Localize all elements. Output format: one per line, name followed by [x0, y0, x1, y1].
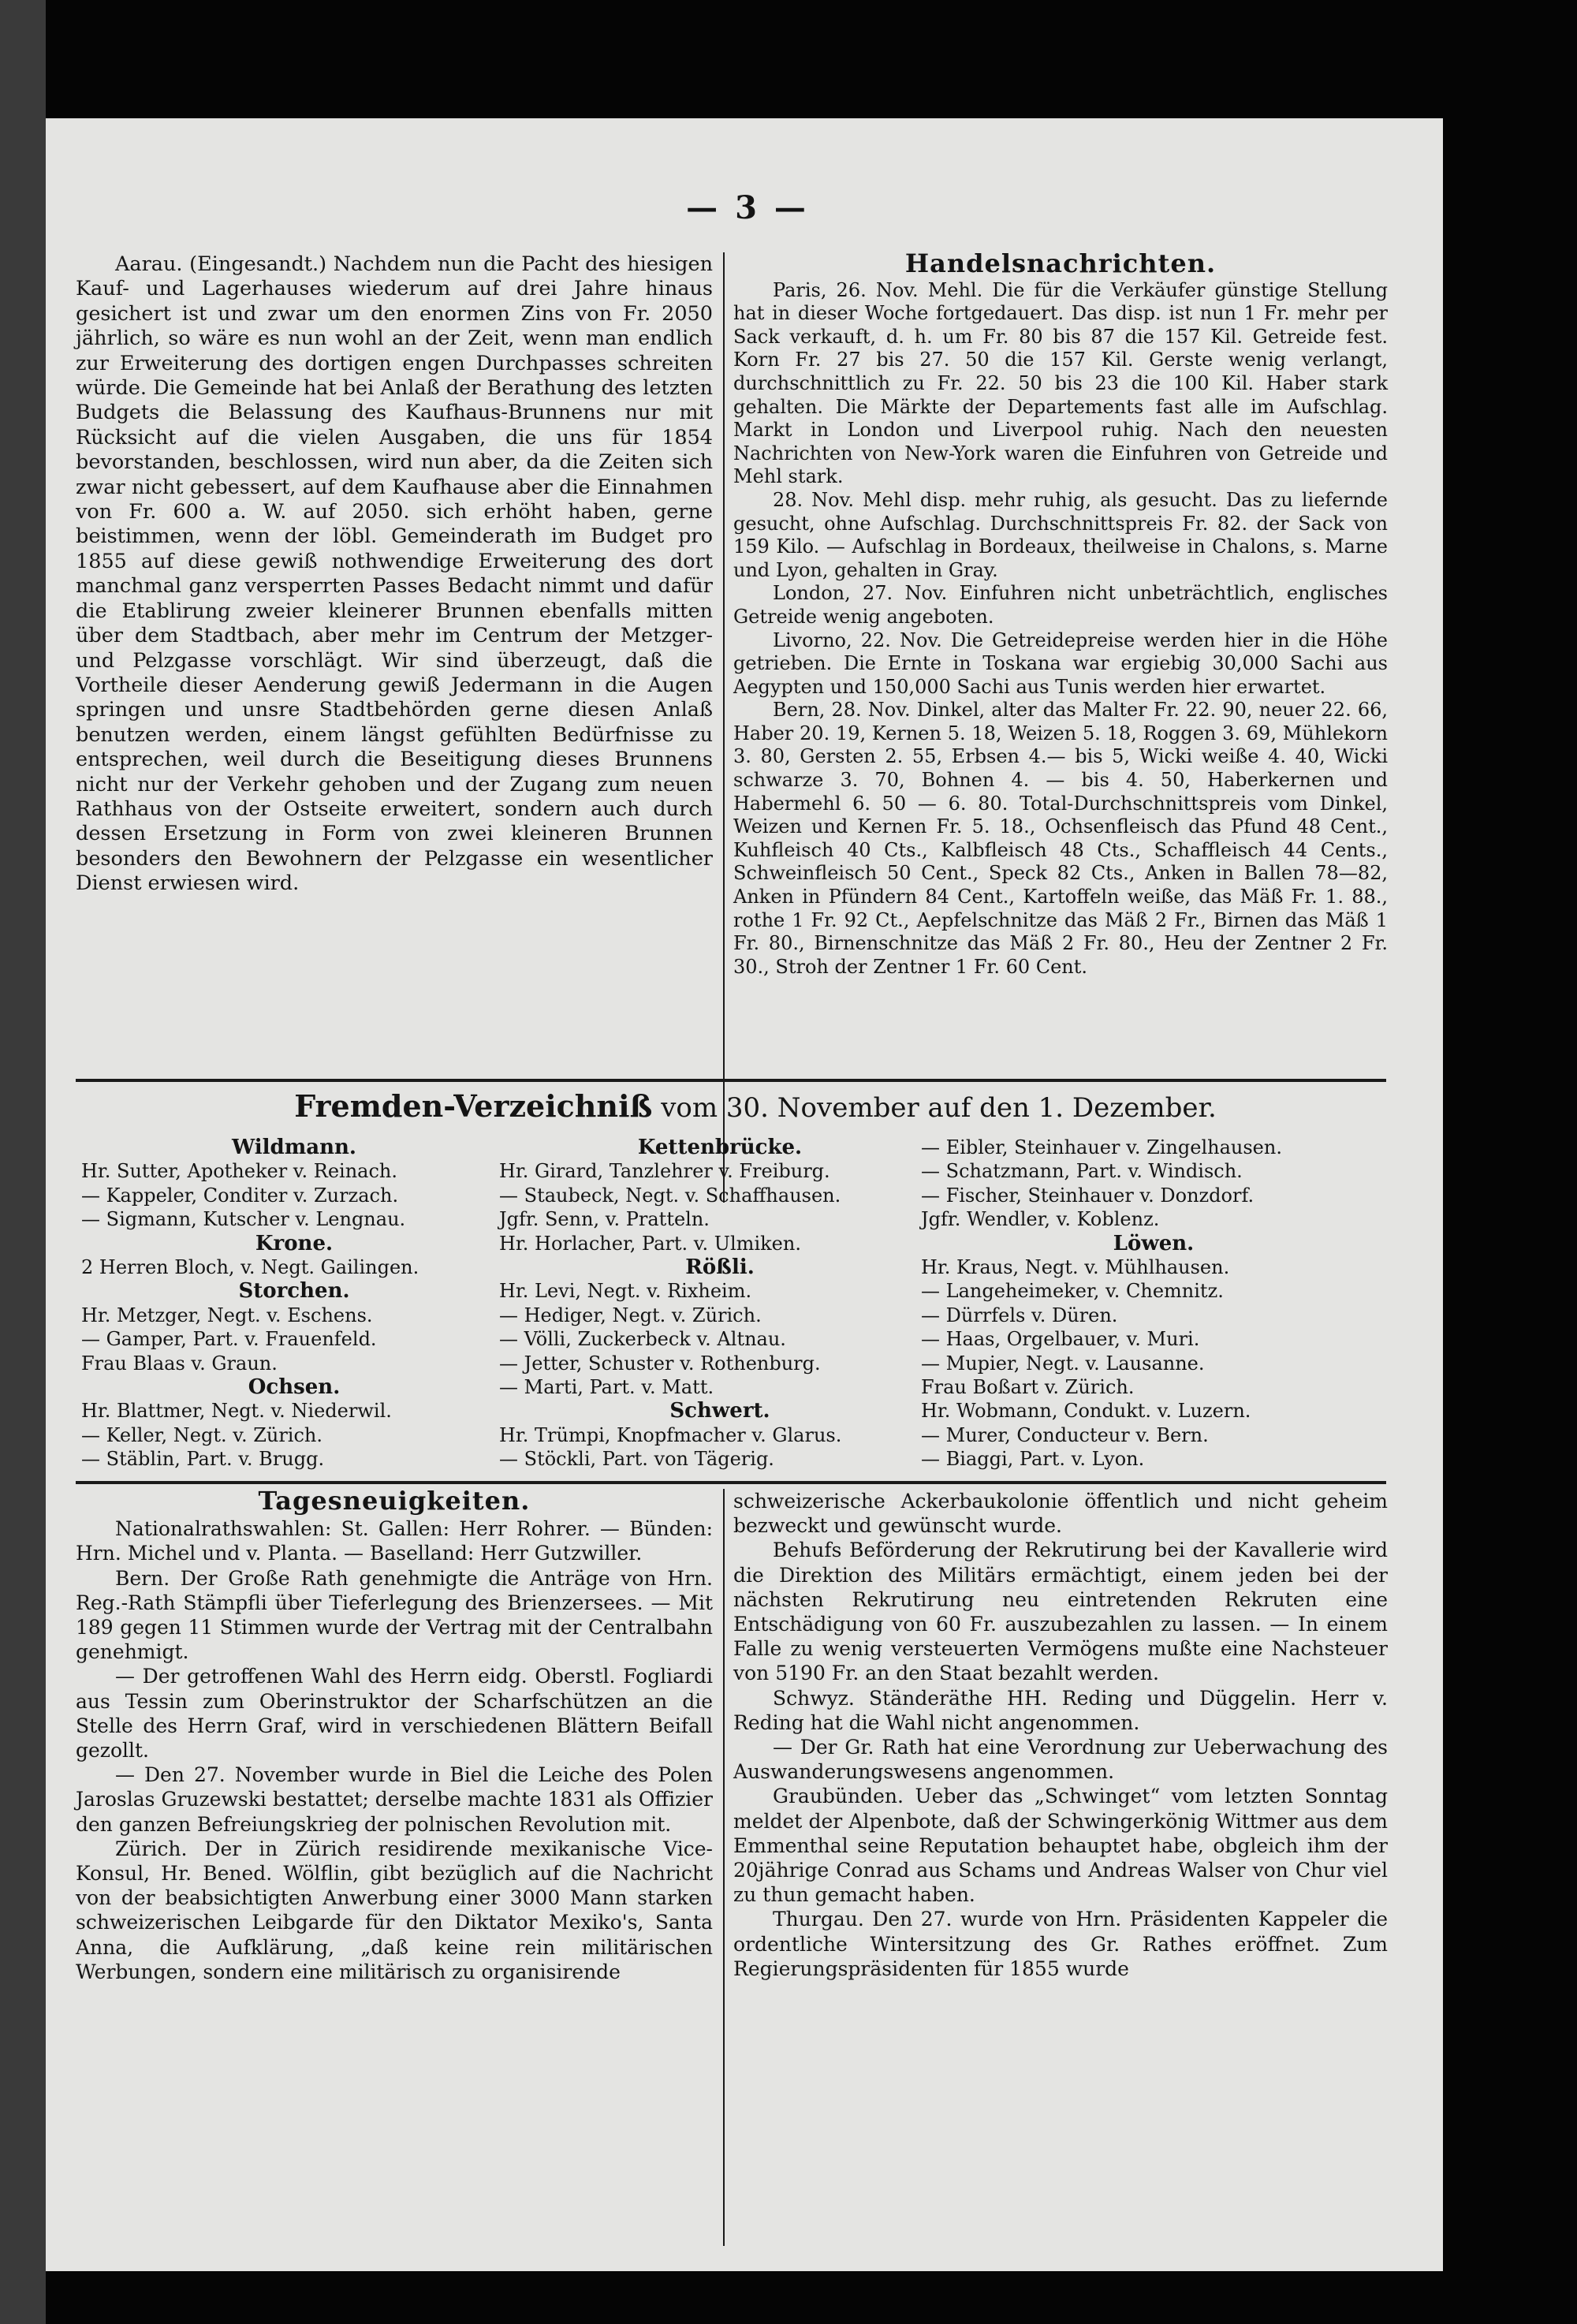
guest-entry: — Langeheimeker, v. Chemnitz. — [921, 1280, 1224, 1303]
guest-entry: — Stäblin, Part. v. Brugg. — [81, 1448, 325, 1471]
newspaper-page — [46, 118, 1443, 2271]
guest-entry: Hr. Metzger, Negt. v. Eschens. — [81, 1304, 373, 1326]
guest-entry: — Völli, Zuckerbeck v. Altnau. — [499, 1328, 786, 1351]
guest-entry: Jgfr. Senn, v. Pratteln. — [499, 1208, 710, 1231]
fremden-column-3 — [921, 1136, 1386, 1472]
guest-entry: — Keller, Negt. v. Zürich. — [81, 1423, 323, 1446]
article-paragraph: — Der Gr. Rath hat eine Verordnung zur Ueberwachung des Auswanderungswesens angenommen. — [733, 1736, 1388, 1784]
article-paragraph: Bern. Der Große Rath genehmigte die Anträge von Hrn. Reg.-Rath Stämpfli über Tieferlegung des Brienzersees. — Mit 189 gegen 11 Stimmen wurde der Vertrag mit der Centralbahn genehmigt. — [76, 1566, 713, 1664]
guest-entry: — Staubeck, Negt. v. Schaffhausen. — [499, 1184, 841, 1207]
guest-entry: Hr. Girard, Tanzlehrer v. Freiburg. — [499, 1160, 830, 1183]
article-paragraph: Livorno, 22. Nov. Die Getreidepreise werden hier in die Höhe getrieben. Die Ernte in Toskana war ergiebig 30,000 Sachi aus Aegypten und 150,000 Sachi aus Tunis werden hier erwartet. — [733, 629, 1388, 698]
guest-entry: Frau Boßart v. Zürich. — [921, 1376, 1135, 1399]
section-tagesneuigkeiten-right — [733, 1489, 1388, 1981]
guest-entry: Hr. Wobmann, Condukt. v. Luzern. — [921, 1400, 1251, 1423]
hotel-name: Schwert. — [669, 1399, 770, 1423]
article-paragraph: Paris, 26. Nov. Mehl. Die für die Verkäufer günstige Stellung hat in dieser Woche fortgedauert. Das disp. ist nun 1 Fr. mehr per Sack verkauft, d. h. um Fr. 80 bis 87 die 157 Kil. Getreide fest. Korn Fr. 27 bis 27. 50 die 157 Kil. Gerste wenig verlangt, durchschnittlich zu Fr. 22. 50 bis 23 die 100 Kil. Haber stark gehalten. Die Märkte der Departements fast alle im Aufschlag. Markt in London und Liverpool ruhig. Nach den neuesten Nachrichten von New-York waren die Einfuhren von Getreide und Mehl stark. — [733, 278, 1388, 488]
guest-entry: — Mupier, Negt. v. Lausanne. — [921, 1352, 1205, 1375]
section-title: Handelsnachrichten. — [904, 248, 1217, 278]
guest-entry: Hr. Levi, Negt. v. Rixheim. — [499, 1280, 752, 1303]
section-handelsnachrichten — [733, 248, 1388, 979]
section-tagesneuigkeiten-left — [76, 1486, 713, 1984]
book-spine-shadow — [0, 0, 46, 2324]
hotel-name: Storchen. — [238, 1279, 350, 1304]
guest-entry: 2 Herren Bloch, v. Negt. Gailingen. — [81, 1256, 419, 1279]
section-title: Tagesneuigkeiten. — [258, 1486, 531, 1516]
article-paragraph: — Den 27. November wurde in Biel die Leiche des Polen Jaroslas Gruzewski bestattet; derselbe machte 1831 als Offizier den ganzen Befreiungskrieg der polnischen Revolution mit. — [76, 1763, 713, 1836]
guest-entry: — Jetter, Schuster v. Rothenburg. — [499, 1352, 821, 1375]
guest-entry: Jgfr. Wendler, v. Koblenz. — [921, 1208, 1160, 1231]
hotel-name: Wildmann. — [232, 1136, 356, 1159]
guest-entry: — Stöckli, Part. von Tägerig. — [499, 1448, 774, 1471]
article-paragraph: Nationalrathswahlen: St. Gallen: Herr Rohrer. — Bünden: Hrn. Michel und v. Planta. — Baselland: Herr Gutzwiller. — [76, 1517, 713, 1565]
article-paragraph: Graubünden. Ueber das „Schwinget“ vom letzten Sonntag meldet der Alpenbote, daß der Schwingerkönig Wittmer aus dem Emmenthal seine Reputation behauptet habe, obgleich ihm der 20jährige Conrad aus Schams und Andreas Walser von Chur viel zu thun gemacht haben. — [733, 1785, 1388, 1907]
guest-entry: — Biaggi, Part. v. Lyon. — [921, 1448, 1145, 1471]
article-paragraph: — Der getroffenen Wahl des Herrn eidg. Oberstl. Fogliardi aus Tessin zum Oberinstruktor der Scharfschützen an die Stelle des Herrn Graf, wird in verschiedenen Blättern Beifall gezollt. — [76, 1665, 713, 1763]
guest-entry: Hr. Horlacher, Part. v. Ulmiken. — [499, 1232, 801, 1255]
guest-entry: — Hediger, Negt. v. Zürich. — [499, 1304, 762, 1326]
article-paragraph: Zürich. Der in Zürich residirende mexikanische Vice-Konsul, Hr. Bened. Wölflin, gibt bezüglich auf die Nachricht von der beabsichtigten Anwerbung einer 3000 Mann starken schweizerischen Leibgarde für den Diktator Mexiko's, Santa Anna, die Aufklärung, „daß keine rein militärischen Werbungen, sondern eine militärisch zu organisirende — [76, 1837, 713, 1983]
page-number: — 3 — — [686, 189, 809, 226]
guest-entry: Hr. Kraus, Negt. v. Mühlhausen. — [921, 1256, 1230, 1279]
fremden-column-1 — [81, 1136, 507, 1472]
guest-entry: Hr. Blattmer, Negt. v. Niederwil. — [81, 1400, 392, 1423]
article-paragraph: Bern, 28. Nov. Dinkel, alter das Malter Fr. 22. 90, neuer 22. 66, Haber 20. 19, Kernen 5. 18, Weizen 5. 18, Roggen 3. 69, Mühlekorn 3. 80, Gersten 2. 55, Erbsen 4.— bis 5, Wicki weiße 4. 40, Wicki schwarze 3. 70, Bohnen 4. — bis 4. 50, Haberkernen und Habermehl 6. 50 — 6. 80. Total-Durchschnittspreis vom Dinkel, Weizen und Kernen Fr. 5. 18., Ochsenfleisch das Pfund 48 Cent., Kuhfleisch 40 Cts., Kalbfleisch 48 Cts., Schaffleisch 44 Cents., Schweinfleisch 50 Cent., Speck 82 Cts., Anken in Ballen 78—82, Anken in Pfündern 84 Cent., Kartoffeln weiße, das Mäß Fr. 1. 88., rothe 1 Fr. 92 Ct., Aepfelschnitze das Mäß 2 Fr., Birnen das Mäß 1 Fr. 80., Birnenschnitze das Mäß 2 Fr. 80., Heu der Zentner 2 Fr. 30., Stroh der Zentner 1 Fr. 60 Cent. — [733, 699, 1388, 978]
article-paragraph: schweizerische Ackerbaukolonie öffentlich und nicht geheim bezweckt und gewünscht wurde. — [733, 1490, 1388, 1538]
guest-entry: — Kappeler, Conditer v. Zurzach. — [81, 1184, 399, 1207]
fremden-title: Fremden-Verzeichniß — [294, 1088, 653, 1124]
section-divider — [76, 1481, 1386, 1484]
guest-entry: — Murer, Conducteur v. Bern. — [921, 1423, 1209, 1446]
fremden-heading — [164, 1088, 1347, 1124]
guest-entry: — Fischer, Steinhauer v. Donzdorf. — [921, 1184, 1255, 1207]
guest-entry: — Sigmann, Kutscher v. Lengnau. — [81, 1208, 406, 1231]
column-rule — [723, 252, 725, 1203]
column-rule — [723, 1489, 725, 2246]
section-divider — [76, 1079, 1386, 1082]
hotel-name: Rößli. — [685, 1255, 755, 1280]
article-paragraph: 28. Nov. Mehl disp. mehr ruhig, als gesucht. Das zu liefernde gesucht, ohne Aufschlag. Durchschnittspreis Fr. 82. der Sack von 159 Kilo. — Aufschlag in Bordeaux, theilweise in Chalons, s. Marne und Lyon, gehalten in Gray. — [733, 488, 1388, 581]
guest-entry: Hr. Sutter, Apotheker v. Reinach. — [81, 1160, 398, 1183]
article-paragraph: London, 27. Nov. Einfuhren nicht unbeträchtlich, englisches Getreide wenig angeboten. — [733, 582, 1388, 628]
fremden-column-2 — [499, 1136, 941, 1472]
hotel-name: Krone. — [255, 1231, 334, 1255]
article-paragraph: Aarau. (Eingesandt.) Nachdem nun die Pacht des hiesigen Kauf- und Lagerhauses wiederum auf drei Jahre hinaus gesichert ist und zwar um den enormen Zins von Fr. 2050 jährlich, so wäre es nun wohl an der Zeit, wenn man endlich zur Erweiterung des dortigen engen Durchpasses schreiten würde. Die Gemeinde hat bei Anlaß der Berathung des letzten Budgets die Belassung des Kaufhaus-Brunnens nur mit Rücksicht auf die vielen Ausgaben, die uns für 1854 bevorstanden, beschlossen, wird nun aber, da die Zeiten sich zwar nicht gebessert, auf dem Kaufhause aber die Einnahmen von Fr. 600 a. W. auf 2050. sich erhöht haben, gerne beistimmen, wenn der löbl. Gemeinderath im Budget pro 1855 auf diese gewiß nothwendige Erweiterung des dort manchmal ganz versperrten Passes Bedacht nimmt und dafür die Etablirung zweier kleinerer Brunnen ebenfalls mitten über dem Stadtbach, aber mehr im Centrum der Metzger- und Pelzgasse vorschlägt. Wir sind überzeugt, daß die Vortheile dieser Aenderung gewiß Jedermann in die Augen springen und unsre Stadtbehörden gerne diesen Anlaß benutzen werden, einem längst gefühlten Bedürfnisse zu entsprechen, weil durch die Beseitigung dieses Brunnens nicht nur der Verkehr gehoben und der Zugang zum neuen Rathhaus von der Ostseite erweitert, sondern auch durch dessen Ersetzung in Form von zwei kleineren Brunnen besonders den Bewohnern der Pelzgasse ein wesentlicher Dienst erwiesen wird. — [76, 252, 713, 896]
guest-entry: — Gamper, Part. v. Frauenfeld. — [81, 1328, 377, 1351]
hotel-name: Löwen. — [1113, 1231, 1195, 1255]
fremden-subtitle: vom 30. November auf den 1. Dezember. — [661, 1092, 1217, 1124]
guest-entry: — Marti, Part. v. Matt. — [499, 1376, 714, 1399]
guest-entry: — Schatzmann, Part. v. Windisch. — [921, 1160, 1243, 1183]
guest-entry: Frau Blaas v. Graun. — [81, 1352, 278, 1375]
guest-entry: — Eibler, Steinhauer v. Zingelhausen. — [921, 1136, 1282, 1158]
guest-entry: Hr. Trümpi, Knopfmacher v. Glarus. — [499, 1423, 842, 1446]
article-aarau — [76, 252, 713, 897]
hotel-name: Kettenbrücke. — [637, 1136, 803, 1159]
hotel-name: Ochsen. — [248, 1375, 341, 1400]
article-paragraph: Thurgau. Den 27. wurde von Hrn. Präsidenten Kappeler die ordentliche Wintersitzung des Gr. Rathes eröffnet. Zum Regierungspräsidenten für 1855 wurde — [733, 1908, 1388, 1980]
article-paragraph: Behufs Beförderung der Rekrutirung bei der Kavallerie wird die Direktion des Militärs ermächtigt, einem jeden bei der nächsten Rekrutirung neu eintretenden Rekruten eine Entschädigung von 60 Fr. auszubezahlen zu lassen. — In einem Falle zu wenig versteuerten Vermögens mußte eine Nachsteuer von 5190 Fr. an den Staat bezahlt werden. — [733, 1539, 1388, 1685]
article-paragraph: Schwyz. Ständeräthe HH. Reding und Düggelin. Herr v. Reding hat die Wahl nicht angenommen. — [733, 1686, 1388, 1734]
guest-entry: — Dürrfels v. Düren. — [921, 1304, 1118, 1326]
guest-entry: — Haas, Orgelbauer, v. Muri. — [921, 1328, 1200, 1351]
